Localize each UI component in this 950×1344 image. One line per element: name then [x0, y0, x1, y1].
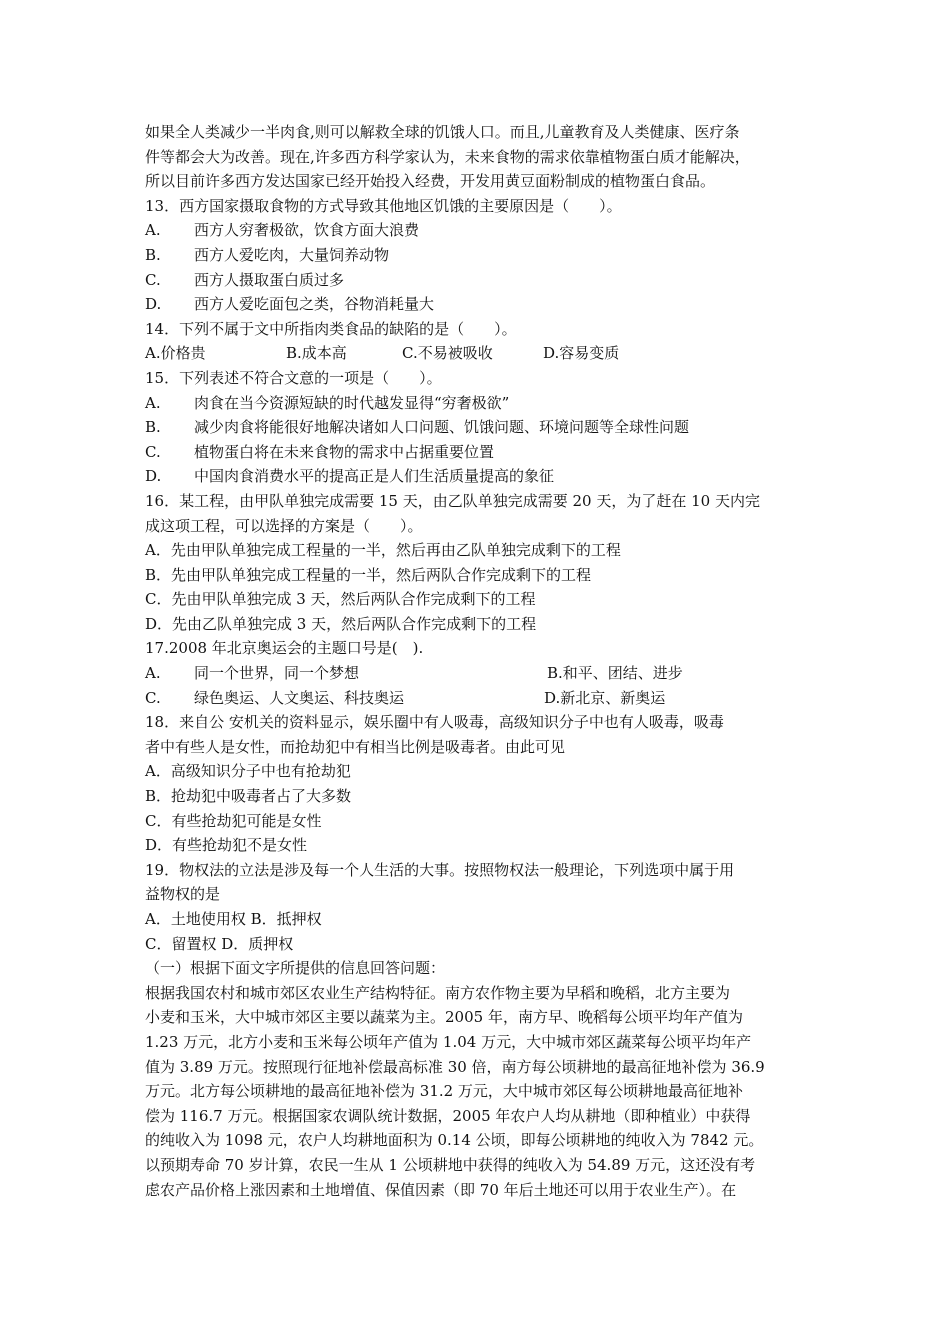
question-16-option-d: D．先由乙队单独完成 3 天，然后两队合作完成剩下的工程 — [145, 614, 537, 633]
question-16-stem-cont: 成这项工程，可以选择的方案是（ ）。 — [145, 516, 423, 535]
section-line: 的纯收入为 1098 元，农户人均耕地面积为 0.14 公顷，即每公顷耕地的纯收入为 7842 元。 — [145, 1131, 764, 1150]
question-13-stem: 13．西方国家摄取食物的方式导致其他地区饥饿的主要原因是（ ）。 — [145, 196, 622, 215]
option-label: A. — [145, 664, 161, 683]
question-17-option-d: D.新北京、新奥运 — [544, 688, 666, 707]
document-body — [145, 120, 817, 1202]
question-18-option-c: C．有些抢劫犯可能是女性 — [145, 811, 322, 830]
question-15-option-b — [145, 415, 817, 440]
question-15-option-d — [145, 464, 817, 489]
question-15-stem: 15．下列表述不符合文意的一项是（ ）。 — [145, 368, 442, 387]
section-heading: （一）根据下面文字所提供的信息回答问题： — [145, 959, 446, 978]
question-18-option-a: A．高级知识分子中也有抢劫犯 — [145, 762, 351, 781]
question-17-option-a: 同一个世界，同一个梦想 — [194, 664, 360, 683]
option-label: A. — [145, 393, 161, 412]
question-17-options-cd — [145, 686, 817, 711]
option-text: 西方人爱吃肉，大量饲养动物 — [194, 245, 390, 264]
option-text: 中国肉食消费水平的提高正是人们生活质量提高的象征 — [194, 467, 555, 486]
question-19-stem: 19．物权法的立法是涉及每一个人生活的大事。按照物权法一般理论，下列选项中属于用 — [145, 860, 735, 879]
option-text: 西方人爱吃面包之类，谷物消耗量大 — [194, 295, 435, 314]
question-14-stem: 14．下列不属于文中所指肉类食品的缺陷的是（ ）。 — [145, 319, 517, 338]
question-17-option-b: B.和平、团结、进步 — [547, 664, 683, 683]
question-16-option-a: A．先由甲队单独完成工程量的一半，然后再由乙队单独完成剩下的工程 — [145, 541, 621, 560]
section-line: 小麦和玉米，大中城市郊区主要以蔬菜为主。2005 年，南方早、晚稻每公顷平均年产值为 — [145, 1008, 743, 1027]
section-line: 1.23 万元，北方小麦和玉米每公顷年产值为 1.04 万元，大中城市郊区蔬菜每公顷平均年产 — [145, 1032, 752, 1051]
option-label: C. — [145, 270, 161, 289]
question-18-option-b: B．抢劫犯中吸毒者占了大多数 — [145, 787, 352, 806]
option-text: 植物蛋白将在未来食物的需求中占据重要位置 — [194, 442, 495, 461]
section-line: 万元。北方每公顷耕地的最高征地补偿为 31.2 万元，大中城市郊区每公顷耕地最高征地补 — [145, 1082, 743, 1101]
option-text: 西方人摄取蛋白质过多 — [194, 270, 345, 289]
question-14-option-b: B.成本高 — [286, 344, 347, 363]
option-text: 肉食在当今资源短缺的时代越发显得“穷奢极欲” — [194, 393, 510, 412]
option-text: 西方人穷奢极欲，饮食方面大浪费 — [194, 221, 420, 240]
question-13-option-a — [145, 218, 817, 243]
question-19-options-ab: A．土地使用权 B．抵押权 — [145, 910, 322, 928]
question-14-options — [145, 341, 817, 366]
question-15-option-c — [145, 440, 817, 465]
question-19-options-cd: C．留置权 D．质押权 — [145, 934, 294, 953]
question-13-option-c — [145, 268, 817, 293]
option-text: 减少肉食将能很好地解决诸如人口问题、饥饿问题、环境问题等全球性问题 — [194, 418, 690, 437]
paragraph-line: 如果全人类减少一半肉食,则可以解救全球的饥饿人口。而且,儿童教育及人类健康、医疗条 — [145, 123, 740, 141]
question-18-option-d: D．有些抢劫犯不是女性 — [145, 836, 308, 855]
question-14-option-a: A.价格贵 — [145, 344, 206, 363]
option-label: C. — [145, 442, 161, 461]
question-17-option-c: 绿色奥运、人文奥运、科技奥运 — [194, 688, 405, 707]
question-15-option-a — [145, 391, 817, 416]
question-13-option-b — [145, 243, 817, 268]
question-19-stem-cont: 益物权的是 — [145, 885, 221, 904]
option-label: A. — [145, 221, 161, 240]
question-14-option-c: C.不易被吸收 — [402, 344, 493, 363]
section-line: 根据我国农村和城市郊区农业生产结构特征。南方农作物主要为早稻和晚稻，北方主要为 — [145, 983, 731, 1002]
paragraph-line: 所以目前许多西方发达国家已经开始投入经费，开发用黄豆面粉制成的植物蛋白食品。 — [145, 172, 716, 191]
section-line: 值为 3.89 万元。按照现行征地补偿最高标准 30 倍，南方每公顷耕地的最高征地补偿为 36.9 — [145, 1057, 765, 1076]
question-14-option-d: D.容易变质 — [543, 344, 620, 363]
question-18-stem: 18．来自公 安机关的资料显示，娱乐圈中有人吸毒，高级知识分子中也有人吸毒，吸毒 — [145, 713, 724, 732]
question-16-option-c: C．先由甲队单独完成 3 天，然后两队合作完成剩下的工程 — [145, 590, 536, 609]
option-label: D. — [145, 295, 162, 314]
option-label: B. — [145, 245, 161, 264]
question-16-stem: 16．某工程，由甲队单独完成需要 15 天，由乙队单独完成需要 20 天，为了赶在 10 天内完 — [145, 491, 760, 510]
question-17-options-ab — [145, 661, 817, 686]
section-line: 虑农产品价格上涨因素和土地增值、保值因素（即 70 年后土地还可以用于农业生产）。在 — [145, 1180, 737, 1199]
option-label: D. — [145, 467, 162, 486]
option-label: C. — [145, 688, 161, 707]
question-18-stem-cont: 者中有些人是女性，而抢劫犯中有相当比例是吸毒者。由此可见 — [145, 737, 566, 756]
option-label: B. — [145, 418, 161, 437]
question-13-option-d — [145, 292, 817, 317]
question-16-option-b: B．先由甲队单独完成工程量的一半，然后两队合作完成剩下的工程 — [145, 565, 592, 584]
question-17-stem: 17.2008 年北京奥运会的主题口号是( ). — [145, 639, 424, 658]
section-line: 以预期寿命 70 岁计算，农民一生从 1 公顷耕地中获得的纯收入为 54.89 万元，这还没有考 — [145, 1155, 756, 1174]
paragraph-line: 件等都会大为改善。现在,许多西方科学家认为，未来食物的需求依靠植物蛋白质才能解决， — [145, 147, 750, 166]
section-line: 偿为 116.7 万元。根据国家农调队统计数据，2005 年农户人均从耕地（即种植业）中获得 — [145, 1106, 751, 1125]
